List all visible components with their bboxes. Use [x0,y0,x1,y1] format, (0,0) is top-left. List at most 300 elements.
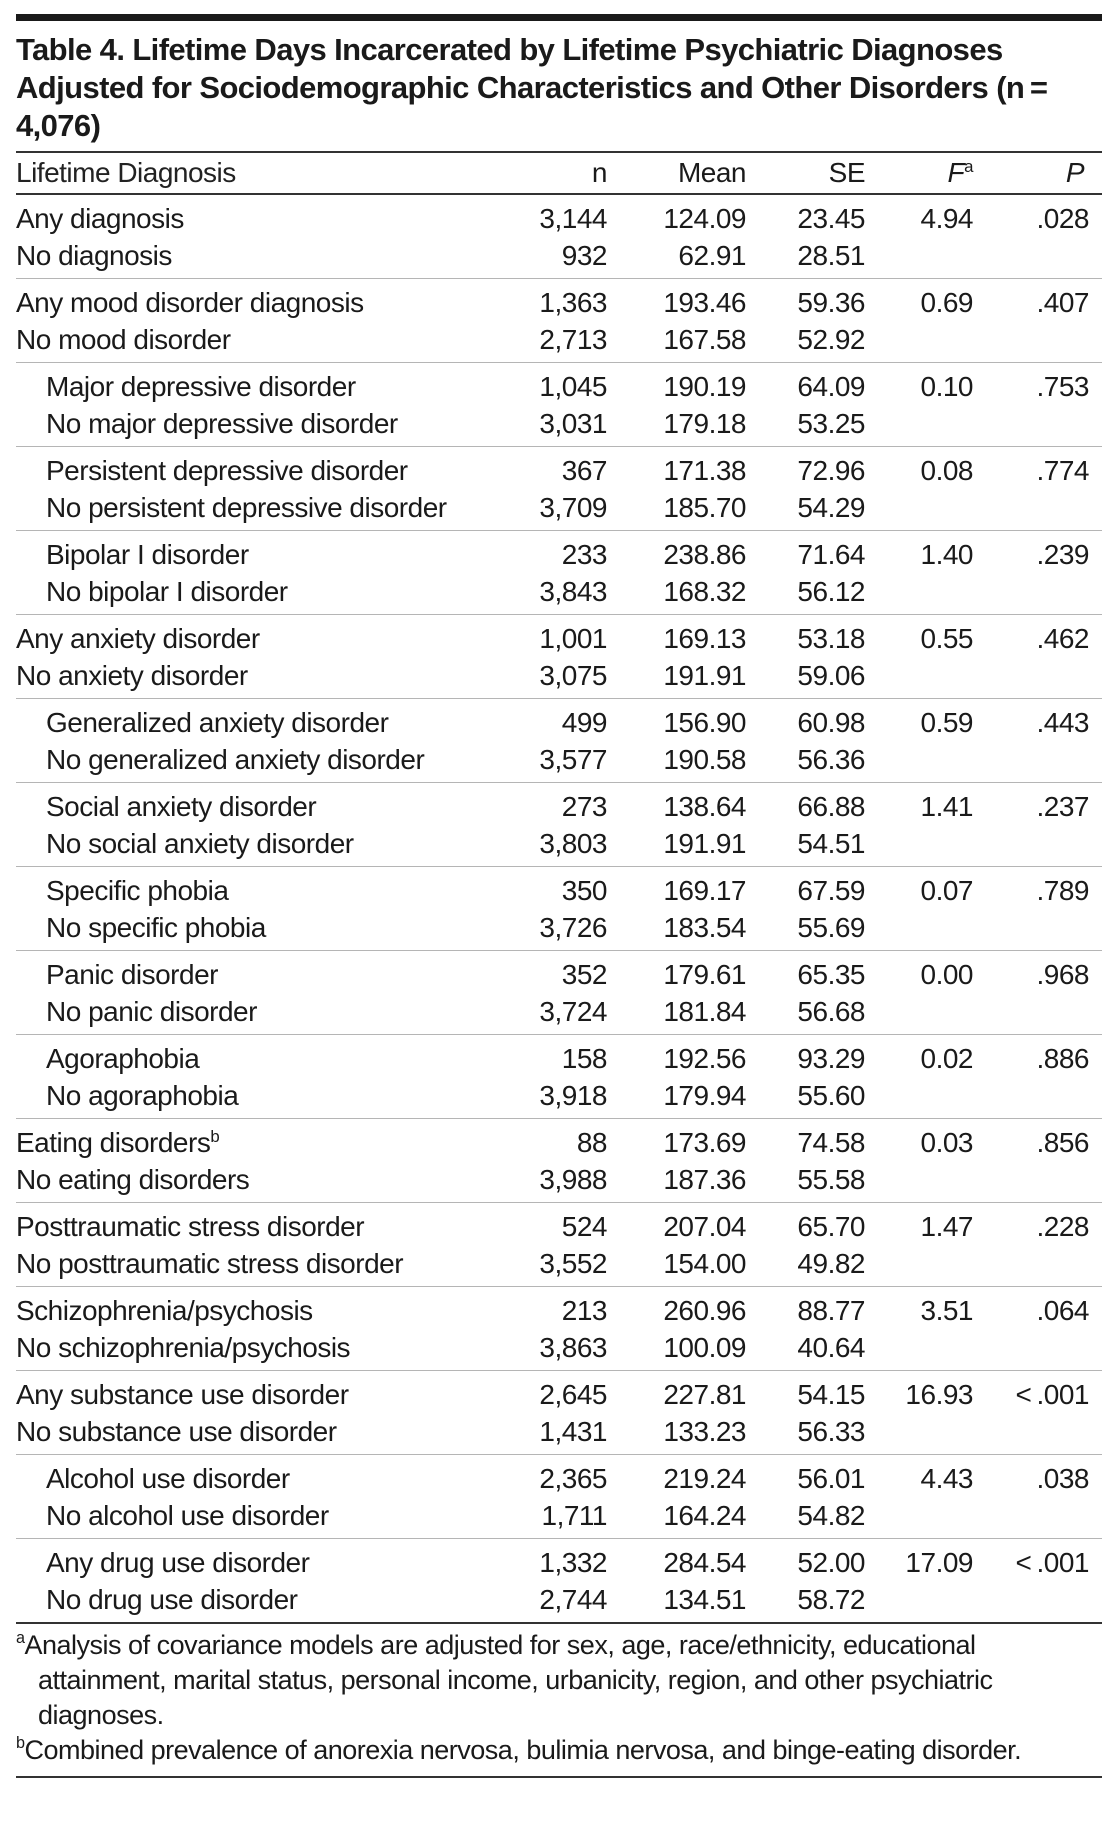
cell-text: 0.69 [920,286,973,318]
f-cell [865,455,985,487]
n-cell [547,707,607,739]
cell-text: 213 [561,1294,607,1326]
cell-text: No generalized anxiety disorder [46,743,425,775]
cell-text: 2,365 [539,1462,607,1494]
table-row [16,1329,1102,1366]
diagnosis-cell [16,623,539,655]
cell-text: 40.64 [797,1331,865,1363]
cell-text: 49.82 [797,1247,865,1279]
cell-text: Panic disorder [46,958,218,990]
cell-text: 55.58 [797,1163,865,1195]
cell-text: 2,713 [539,323,607,355]
f-cell [865,287,985,319]
cell-text: 238.86 [663,538,746,570]
se-cell [746,959,865,991]
table-row [16,956,1102,993]
n-cell [547,1295,607,1327]
table-row [16,1460,1102,1497]
se-cell [746,744,865,776]
n-cell [539,408,607,440]
cell-text: 1,363 [539,286,607,318]
mean-cell [607,371,746,403]
n-cell [539,1379,607,1411]
cell-text: 2,645 [539,1378,607,1410]
table-row [16,489,1102,526]
cell-text: No agoraphobia [46,1079,239,1111]
p-cell [985,875,1102,907]
mean-cell [607,996,746,1028]
se-cell [746,660,865,692]
diagnosis-cell [16,1043,547,1075]
table-row [16,573,1102,610]
se-cell [746,1463,865,1495]
p-cell [985,539,1102,571]
diagnosis-cell [16,875,547,907]
cell-text: 168.32 [663,575,746,607]
cell-text: 260.96 [663,1294,746,1326]
diagnosis-cell [16,203,539,235]
diagnosis-cell [16,492,539,524]
cell-text: 185.70 [663,491,746,523]
n-cell [547,1211,607,1243]
row-group [16,1455,1102,1539]
n-cell [539,1080,607,1112]
diagnosis-cell [16,1248,539,1280]
row-group [16,1287,1102,1371]
cell-text: Social anxiety disorder [46,790,317,822]
f-cell [865,539,985,571]
cell-text: 169.17 [663,874,746,906]
cell-text: No drug use disorder [46,1583,298,1615]
diagnosis-cell [16,791,547,823]
cell-text: < .001 [1015,1546,1089,1578]
f-cell [865,791,985,823]
se-cell [746,1043,865,1075]
table-row [16,1497,1102,1534]
cell-text: 187.36 [663,1163,746,1195]
p-cell [985,1127,1102,1159]
cell-text: 3,709 [539,491,607,523]
diagnosis-cell [16,1416,539,1448]
n-cell [539,1248,607,1280]
diagnosis-cell [16,324,539,356]
mean-cell [607,707,746,739]
cell-text: Posttraumatic stress disorder [16,1210,365,1242]
cell-text: 0.02 [920,1042,973,1074]
cell-text: 54.29 [797,491,865,523]
row-group [16,363,1102,447]
cell-text: 71.64 [797,538,865,570]
diagnosis-cell [16,1379,539,1411]
cell-text: 0.08 [920,454,973,486]
table-header [16,151,1102,195]
cell-text: 191.91 [663,827,746,859]
se-cell [746,623,865,655]
se-cell [746,1295,865,1327]
footnote-text: Analysis of covariance models are adjusted for sex, age, race/ethnicity, educational attainment, marital status, personal income, urbanicity, region, and other psychiatric diagnoses. [24,1630,993,1730]
table-row [16,237,1102,274]
n-cell [547,539,607,571]
table-row [16,1376,1102,1413]
mean-cell [607,539,746,571]
mean-cell [607,623,746,655]
cell-text: 4.94 [920,202,973,234]
cell-text: No mood disorder [16,323,231,355]
se-cell [746,912,865,944]
cell-text: 16.93 [905,1378,973,1410]
table-row [16,1245,1102,1282]
cell-text: .028 [1036,202,1089,234]
table-row [16,788,1102,825]
row-group [16,867,1102,951]
table-container [16,14,1102,1778]
cell-text: .407 [1036,286,1089,318]
table-row [16,1292,1102,1329]
table-row [16,452,1102,489]
mean-cell [607,959,746,991]
se-cell [746,287,865,319]
top-rule [16,14,1102,21]
cell-text: No posttraumatic stress disorder [16,1247,404,1279]
cell-text: No alcohol use disorder [46,1499,329,1531]
cell-text: Agoraphobia [46,1042,200,1074]
f-cell [865,959,985,991]
mean-cell [607,324,746,356]
table-row [16,536,1102,573]
cell-text: 1.40 [920,538,973,570]
cell-text: 67.59 [797,874,865,906]
mean-cell [607,576,746,608]
p-cell [985,371,1102,403]
diagnosis-cell [16,1463,539,1495]
se-cell [746,1127,865,1159]
cell-text: .064 [1036,1294,1089,1326]
cell-text: 207.04 [663,1210,746,1242]
mean-cell [607,744,746,776]
cell-text: No schizophrenia/psychosis [16,1331,351,1363]
header-n: n [591,157,607,188]
cell-text: 3,144 [539,202,607,234]
cell-text: 932 [561,239,607,271]
diagnosis-cell [16,1211,547,1243]
cell-text: 138.64 [663,790,746,822]
cell-text: 100.09 [663,1331,746,1363]
se-cell [746,455,865,487]
cell-text: 2,744 [539,1583,607,1615]
p-cell [985,1295,1102,1327]
cell-text: .038 [1036,1462,1089,1494]
table-row [16,872,1102,909]
footnote-mark: a [16,1629,25,1647]
f-cell [865,707,985,739]
cell-text: 190.19 [663,370,746,402]
cell-text: 3,031 [539,407,607,439]
table-row [16,1544,1102,1581]
cell-text: No eating disorders [16,1163,250,1195]
cell-text: .774 [1036,454,1089,486]
table-row [16,741,1102,778]
cell-text: No diagnosis [16,239,172,271]
cell-text: 56.36 [797,743,865,775]
se-cell [746,1379,865,1411]
mean-cell [607,1547,746,1579]
f-cell [865,371,985,403]
row-group [16,195,1102,279]
se-cell [746,1547,865,1579]
cell-text: 3,803 [539,827,607,859]
cell-text: .789 [1036,874,1089,906]
cell-text: 55.69 [797,911,865,943]
cell-text: 154.00 [663,1247,746,1279]
diagnosis-cell [16,996,539,1028]
diagnosis-cell [16,1127,547,1159]
cell-text: Specific phobia [46,874,229,906]
p-cell [985,791,1102,823]
header-diagnosis: Lifetime Diagnosis [16,157,236,188]
cell-text: Generalized anxiety disorder [46,706,389,738]
cell-text: 181.84 [663,995,746,1027]
cell-text: 3,726 [539,911,607,943]
row-group [16,1119,1102,1203]
n-cell [539,287,607,319]
se-cell [746,875,865,907]
footnote [16,1628,1102,1733]
cell-text: 55.60 [797,1079,865,1111]
cell-text: Major depressive disorder [46,370,356,402]
cell-text: 72.96 [797,454,865,486]
table-row [16,1208,1102,1245]
mean-cell [607,912,746,944]
n-cell [539,1164,607,1196]
cell-text: 0.59 [920,706,973,738]
row-group [16,699,1102,783]
se-cell [746,1248,865,1280]
n-cell [539,623,607,655]
table-title: Table 4. Lifetime Days Incarcerated by Lifetime Psychiatric Diagnoses Adjusted for Sociodemographic Characteristics and Other Disorders (n = 4,076) [16,32,1053,143]
n-cell [539,744,607,776]
cell-text: 59.06 [797,659,865,691]
mean-cell [607,1332,746,1364]
cell-text: 1,711 [541,1499,607,1531]
cell-text: 66.88 [797,790,865,822]
se-cell [746,492,865,524]
f-cell [865,875,985,907]
se-cell [746,371,865,403]
cell-text: Any drug use disorder [46,1546,310,1578]
mean-cell [607,287,746,319]
cell-text: No bipolar I disorder [46,575,288,607]
cell-text: .886 [1036,1042,1089,1074]
diagnosis-cell [16,576,539,608]
cell-text: No substance use disorder [16,1415,337,1447]
cell-text: .753 [1036,370,1089,402]
cell-text: .968 [1036,958,1089,990]
table-row [16,1077,1102,1114]
n-cell [547,1127,607,1159]
cell-text: 191.91 [663,659,746,691]
cell-text: 23.45 [797,202,865,234]
diagnosis-cell [16,371,539,403]
cell-text: Eating disorders [16,1126,211,1158]
cell-text: .237 [1036,790,1089,822]
n-cell [547,1043,607,1075]
se-cell [746,1416,865,1448]
cell-text: 3,075 [539,659,607,691]
se-cell [746,240,865,272]
n-cell [539,1332,607,1364]
row-group [16,447,1102,531]
f-cell [865,203,985,235]
table-row [16,1040,1102,1077]
n-cell [547,455,607,487]
se-cell [746,1080,865,1112]
cell-text: 56.33 [797,1415,865,1447]
footnote [16,1733,1102,1768]
cell-text: 171.38 [663,454,746,486]
n-cell [547,791,607,823]
table-row [16,1581,1102,1618]
table-body [16,195,1102,1624]
cell-text: 169.13 [663,622,746,654]
f-cell [865,1463,985,1495]
cell-text: No specific phobia [46,911,266,943]
diagnosis-cell [16,707,547,739]
row-group [16,1203,1102,1287]
cell-text: 3,552 [539,1247,607,1279]
cell-text: 28.51 [797,239,865,271]
mean-cell [607,875,746,907]
cell-text: 0.10 [920,370,973,402]
mean-cell [607,828,746,860]
cell-text: 219.24 [663,1462,746,1494]
diagnosis-cell [16,1547,539,1579]
cell-text: Schizophrenia/psychosis [16,1294,313,1326]
table-row [16,368,1102,405]
p-cell [985,1211,1102,1243]
cell-text: 56.68 [797,995,865,1027]
cell-text: 190.58 [663,743,746,775]
p-cell [985,959,1102,991]
cell-text: 93.29 [797,1042,865,1074]
row-group [16,615,1102,699]
se-cell [746,996,865,1028]
diagnosis-cell [16,1332,539,1364]
cell-text: 3,988 [539,1163,607,1195]
cell-text: 233 [561,538,607,570]
n-cell [539,912,607,944]
n-cell [539,1584,607,1616]
diagnosis-cell [16,959,547,991]
mean-cell [607,492,746,524]
header-mean: Mean [677,157,746,188]
cell-text: Any anxiety disorder [16,622,260,654]
cell-text: 1,332 [539,1546,607,1578]
f-cell [865,1379,985,1411]
se-cell [746,539,865,571]
cell-text: 3,577 [539,743,607,775]
cell-text: 58.72 [797,1583,865,1615]
mean-cell [607,791,746,823]
n-cell [539,1463,607,1495]
diagnosis-cell [16,287,539,319]
p-cell [985,1043,1102,1075]
row-group [16,1539,1102,1624]
mean-cell [607,1463,746,1495]
cell-text: 227.81 [663,1378,746,1410]
cell-text: 179.94 [663,1079,746,1111]
cell-text: 3,918 [539,1079,607,1111]
footnotes [16,1624,1102,1778]
f-cell [865,1211,985,1243]
mean-cell [607,455,746,487]
cell-text: 62.91 [678,239,746,271]
cell-text: .239 [1036,538,1089,570]
f-cell [865,1547,985,1579]
cell-text: 4.43 [920,1462,973,1494]
p-cell [985,287,1102,319]
cell-text: No social anxiety disorder [46,827,354,859]
row-group [16,783,1102,867]
mean-cell [607,1043,746,1075]
cell-text: 367 [561,454,607,486]
cell-text: Bipolar I disorder [46,538,249,570]
cell-text: 124.09 [663,202,746,234]
cell-text: 3.51 [920,1294,973,1326]
p-cell [985,623,1102,655]
mean-cell [607,203,746,235]
n-cell [539,1416,607,1448]
cell-text: .228 [1036,1210,1089,1242]
diagnosis-cell [16,240,547,272]
cell-text: 193.46 [663,286,746,318]
cell-text: 524 [561,1210,607,1242]
cell-text: 54.15 [797,1378,865,1410]
se-cell [746,828,865,860]
cell-text: 499 [561,706,607,738]
cell-text: 17.09 [905,1546,973,1578]
se-cell [746,1500,865,1532]
p-cell [985,203,1102,235]
n-cell [547,959,607,991]
cell-text: 167.58 [663,323,746,355]
mean-cell [607,1164,746,1196]
n-cell [547,240,607,272]
n-cell [547,875,607,907]
cell-text: No panic disorder [46,995,257,1027]
cell-text: 1.41 [920,790,973,822]
se-cell [746,408,865,440]
f-cell [865,623,985,655]
n-cell [539,828,607,860]
se-cell [746,707,865,739]
diagnosis-cell [16,828,539,860]
header-p: P [1065,157,1084,188]
cell-text: 133.23 [663,1415,746,1447]
n-cell [539,371,607,403]
cell-text: No persistent depressive disorder [46,491,447,523]
header-f-label: F [947,157,965,188]
se-cell [746,1164,865,1196]
cell-text: 352 [561,958,607,990]
table-row [16,620,1102,657]
p-cell [985,1547,1102,1579]
mean-cell [607,1080,746,1112]
n-cell [539,576,607,608]
diagnosis-cell [16,1500,542,1532]
n-cell [539,324,607,356]
mean-cell [607,1416,746,1448]
mean-cell [607,240,746,272]
